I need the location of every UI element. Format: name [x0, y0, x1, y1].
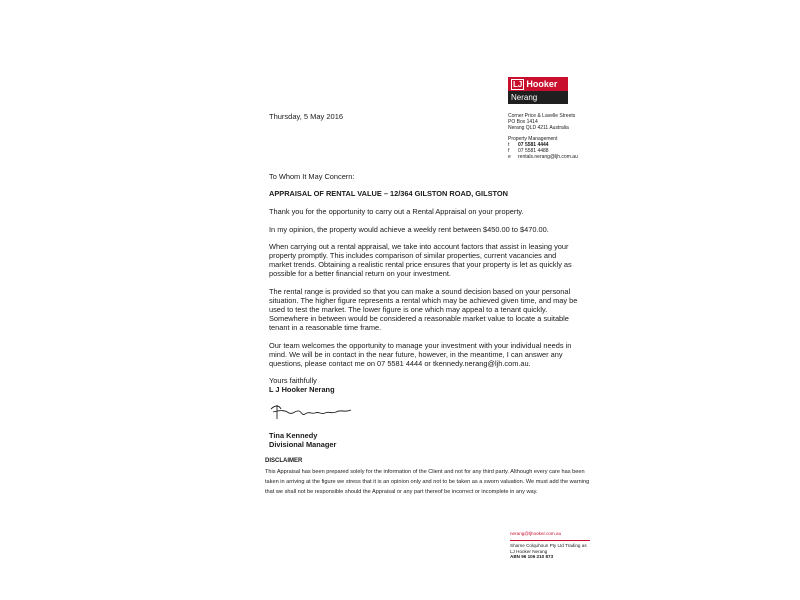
footer-rule	[510, 540, 590, 541]
closing: Yours faithfully	[269, 376, 317, 386]
footer-email: nerang@ljhooker.com.au	[510, 531, 562, 536]
signer-name: Tina Kennedy	[269, 430, 318, 440]
email-row	[508, 154, 578, 160]
address-line-2: PO Box 1414	[508, 119, 538, 125]
address-line-3: Nerang QLD 4211 Australia	[508, 125, 569, 131]
signature-block	[269, 376, 579, 449]
office-email: rentals.nerang@ljh.com.au	[518, 154, 578, 160]
lj-hooker-logo	[508, 77, 568, 104]
fax-key: f	[508, 148, 510, 154]
logo-lj-box: LJ	[513, 79, 523, 89]
letter-heading: APPRAISAL OF RENTAL VALUE – 12/364 GILSTON ROAD, GILSTON	[269, 189, 509, 199]
disclaimer-text: This Appraisal has been prepared solely for the information of the Client and not for any third party. Although every care has been taken in arriving at the figure we stress that it is an opinion only and not to be taken as a sworn valuation. We must add the warning that we shall not be responsible should the Appraisal or any part thereof be incorrect or incomplete in any way.	[265, 469, 590, 495]
closing-company: L J Hooker Nerang	[269, 385, 335, 395]
paragraph-4: The rental range is provided so that you can make a sound decision based on your personal situation. The higher figure represents a rental which may be achieved given time, and may be used to test the market. The lower figure is one which may appeal to a tenant quickly. Somewhere in between would be considered a reasonable market value to locate a suitable tenant in a reasonable time frame.	[269, 286, 578, 333]
department-label: Property Management	[508, 136, 558, 142]
footer-line-2: LJ Hooker Nerang	[510, 548, 548, 554]
letter-body	[269, 172, 579, 449]
paragraph-3: When carrying out a rental appraisal, we take into account factors that assist in leasing your property promptly. This includes comparison of similar properties, current vacancies and market trends. Obtaining a realistic rental price ensures that your property is let as quickly as possible for a better financial return on your investment.	[269, 241, 572, 279]
handwritten-signature	[269, 401, 359, 423]
footer-line-1: Sharne Colquhoun Pty Ltd Trading as	[510, 542, 587, 548]
disclaimer	[265, 456, 595, 497]
office-address-block	[508, 113, 578, 160]
footer-block	[510, 531, 590, 560]
salutation: To Whom It May Concern:	[269, 172, 355, 181]
email-key: e	[508, 154, 511, 160]
logo-brand-bar	[508, 77, 568, 91]
footer-abn: ABN 96 106 210 873	[510, 554, 554, 560]
logo-office-name: Nerang	[508, 91, 568, 104]
paragraph-1: Thank you for the opportunity to carry out a Rental Appraisal on your property.	[269, 207, 524, 217]
phone-number: 07 5581 4444	[518, 142, 549, 148]
paragraph-5: Our team welcomes the opportunity to manage your investment with your individual needs in mind. We will be in contact in the near future, however, in the meantime, I can answer any questions, please contact me on 07 5581 4444 or tkennedy.nerang@ljh.com.au.	[269, 340, 572, 369]
phone-key: t	[508, 142, 510, 148]
signer-title: Divisional Manager	[269, 440, 337, 450]
disclaimer-title: DISCLAIMER	[265, 458, 303, 464]
fax-number: 07 5581 4488	[518, 148, 549, 154]
address-line-1: Corner Price & Lavelle Streets	[508, 113, 576, 119]
paragraph-2: In my opinion, the property would achieve a weekly rent between $450.00 to $470.00.	[269, 224, 549, 234]
logo-brand-name: Hooker	[526, 79, 558, 89]
letter-date: Thursday, 5 May 2016	[269, 112, 344, 121]
